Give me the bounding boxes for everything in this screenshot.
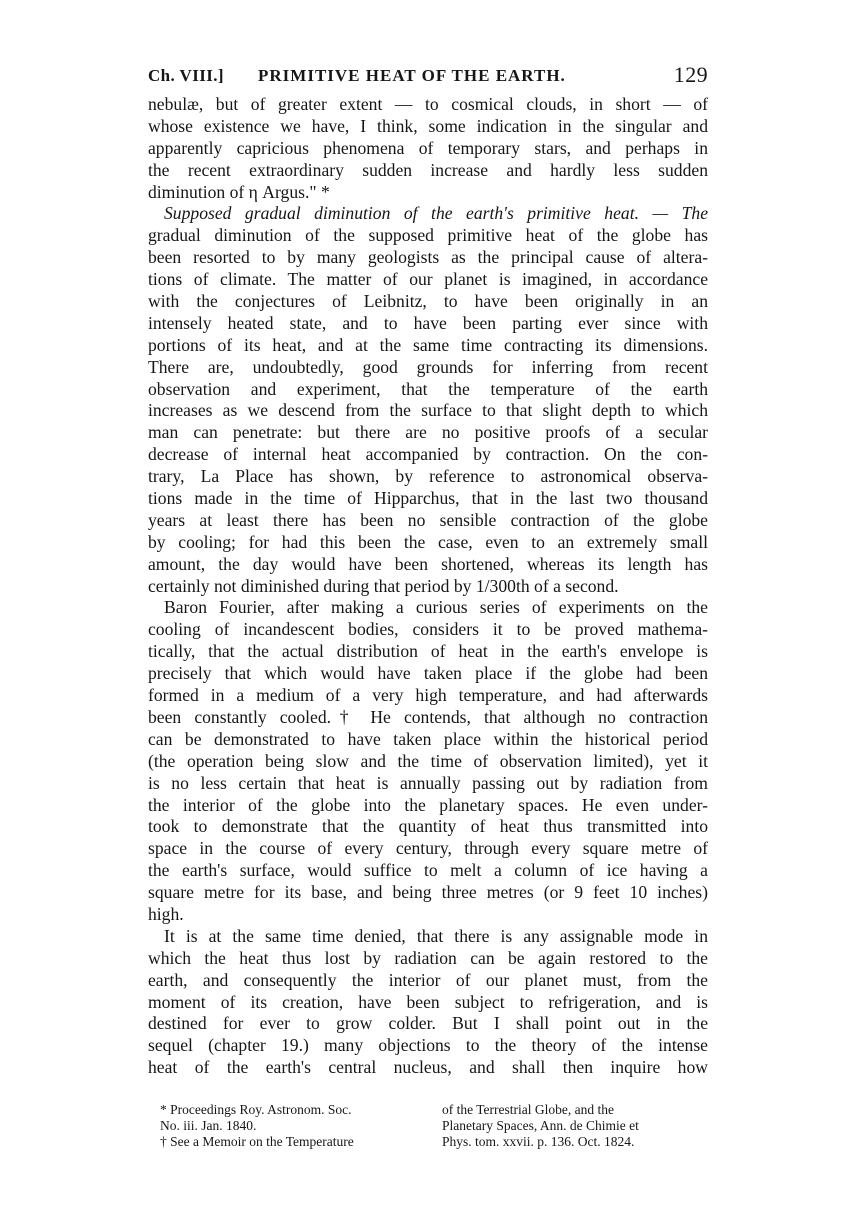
footnote-line: † See a Memoir on the Temperature [160,1134,354,1149]
text-line: square metre for its base, and being three metres (or 9 feet 10 inches) [148,882,708,903]
text-line: by cooling; for had this been the case, even to an extremely small [148,531,708,552]
text-line: whose existence we have, I think, some indication in the singular and [148,115,708,136]
footnote-line: No. iii. Jan. 1840. [160,1118,257,1133]
text-line: years at least there has been no sensible contraction of the globe [148,509,708,530]
text-line: It is at the same time denied, that there is any assignable mode in [164,925,708,946]
text-line: is no less certain that heat is annually passing out by radiation from [148,772,708,793]
footnote-line: Planetary Spaces, Ann. de Chimie et [442,1118,639,1133]
text-line: gradual diminution of the supposed primitive heat of the globe has [148,225,708,246]
text-line: decrease of internal heat accompanied by contraction. On the con- [148,444,708,465]
text-line: nebulæ, but of greater extent — to cosmical clouds, in short — of [148,94,708,114]
text-line: tions made in the time of Hipparchus, that in the last two thousand [148,488,708,509]
text-line: man can penetrate: but there are no positive proofs of a secular [148,422,708,443]
text-line: destined for ever to grow colder. But I shall point out in the [148,1013,708,1034]
text-line: Baron Fourier, after making a curious series of experiments on the [164,597,708,618]
text-line: certainly not diminished during that period by 1/300th of a second. [148,575,619,596]
text-line: sequel (chapter 19.) many objections to the theory of the intense [148,1035,708,1056]
running-title: PRIMITIVE HEAT OF THE EARTH. [258,66,566,85]
text-line: amount, the day would have been shortened, whereas its length has [148,553,708,574]
text-line: space in the course of every century, through every square metre of [148,838,708,859]
text-line: the earth's surface, would suffice to melt a column of ice having a [148,860,708,881]
footnote-line: of the Terrestrial Globe, and the [442,1102,614,1117]
body-text [148,94,708,1079]
text-line: the interior of the globe into the planetary spaces. He even under- [148,794,708,815]
text-line: (the operation being slow and the time of observation limited), yet it [148,750,708,771]
text-line: been resorted to by many geologists as the principal cause of altera- [148,247,708,268]
footnotes-left-column [160,1102,445,1150]
footnotes-right-column [442,1102,710,1150]
text-line: high. [148,903,184,924]
text-line: cooling of incandescent bodies, considers it to be proved mathema- [148,619,708,640]
running-header [148,62,708,90]
text-line: heat of the earth's central nucleus, and shall then inquire how [148,1057,708,1078]
text-line: been constantly cooled.† He contends, that although no contraction [148,706,708,727]
page-number: 129 [673,62,708,87]
text-line: precisely that which would have taken place if the globe had been [148,663,708,684]
text-line: took to demonstrate that the quantity of heat thus transmitted into [148,816,708,837]
chapter-reference: Ch. VIII.] [148,66,224,85]
text-line: tically, that the actual distribution of heat in the earth's envelope is [148,641,708,662]
text-line: moment of its creation, have been subject to refrigeration, and is [148,991,708,1012]
text-line: formed in a medium of a very high temperature, and had afterwards [148,685,708,706]
footnote-line: Phys. tom. xxvii. p. 136. Oct. 1824. [442,1134,635,1149]
text-line: which the heat thus lost by radiation can be again restored to the [148,947,708,968]
section-heading-line: Supposed gradual diminution of the earth's primitive heat. — The [164,203,708,224]
text-line: trary, La Place has shown, by reference to astronomical observa- [148,466,708,487]
footnote-line: * Proceedings Roy. Astronom. Soc. [160,1102,352,1117]
text-line: with the conjectures of Leibnitz, to have been originally in an [148,291,708,312]
text-line: intensely heated state, and to have been parting ever since with [148,312,708,333]
text-line: There are, undoubtedly, good grounds for inferring from recent [148,356,708,377]
text-line: apparently capricious phenomena of temporary stars, and perhaps in [148,137,708,158]
text-line: tions of climate. The matter of our planet is imagined, in accordance [148,269,708,290]
text-line: earth, and consequently the interior of our planet must, from the [148,969,708,990]
text-line: increases as we descend from the surface to that slight depth to which [148,400,708,421]
text-line: diminution of η Argus." * [148,181,330,202]
text-line: observation and experiment, that the temperature of the earth [148,378,708,399]
text-line: the recent extraordinary sudden increase and hardly less sudden [148,159,708,180]
text-line: can be demonstrated to have taken place within the historical period [148,728,708,749]
text-line: portions of its heat, and at the same time contracting its dimensions. [148,334,708,355]
